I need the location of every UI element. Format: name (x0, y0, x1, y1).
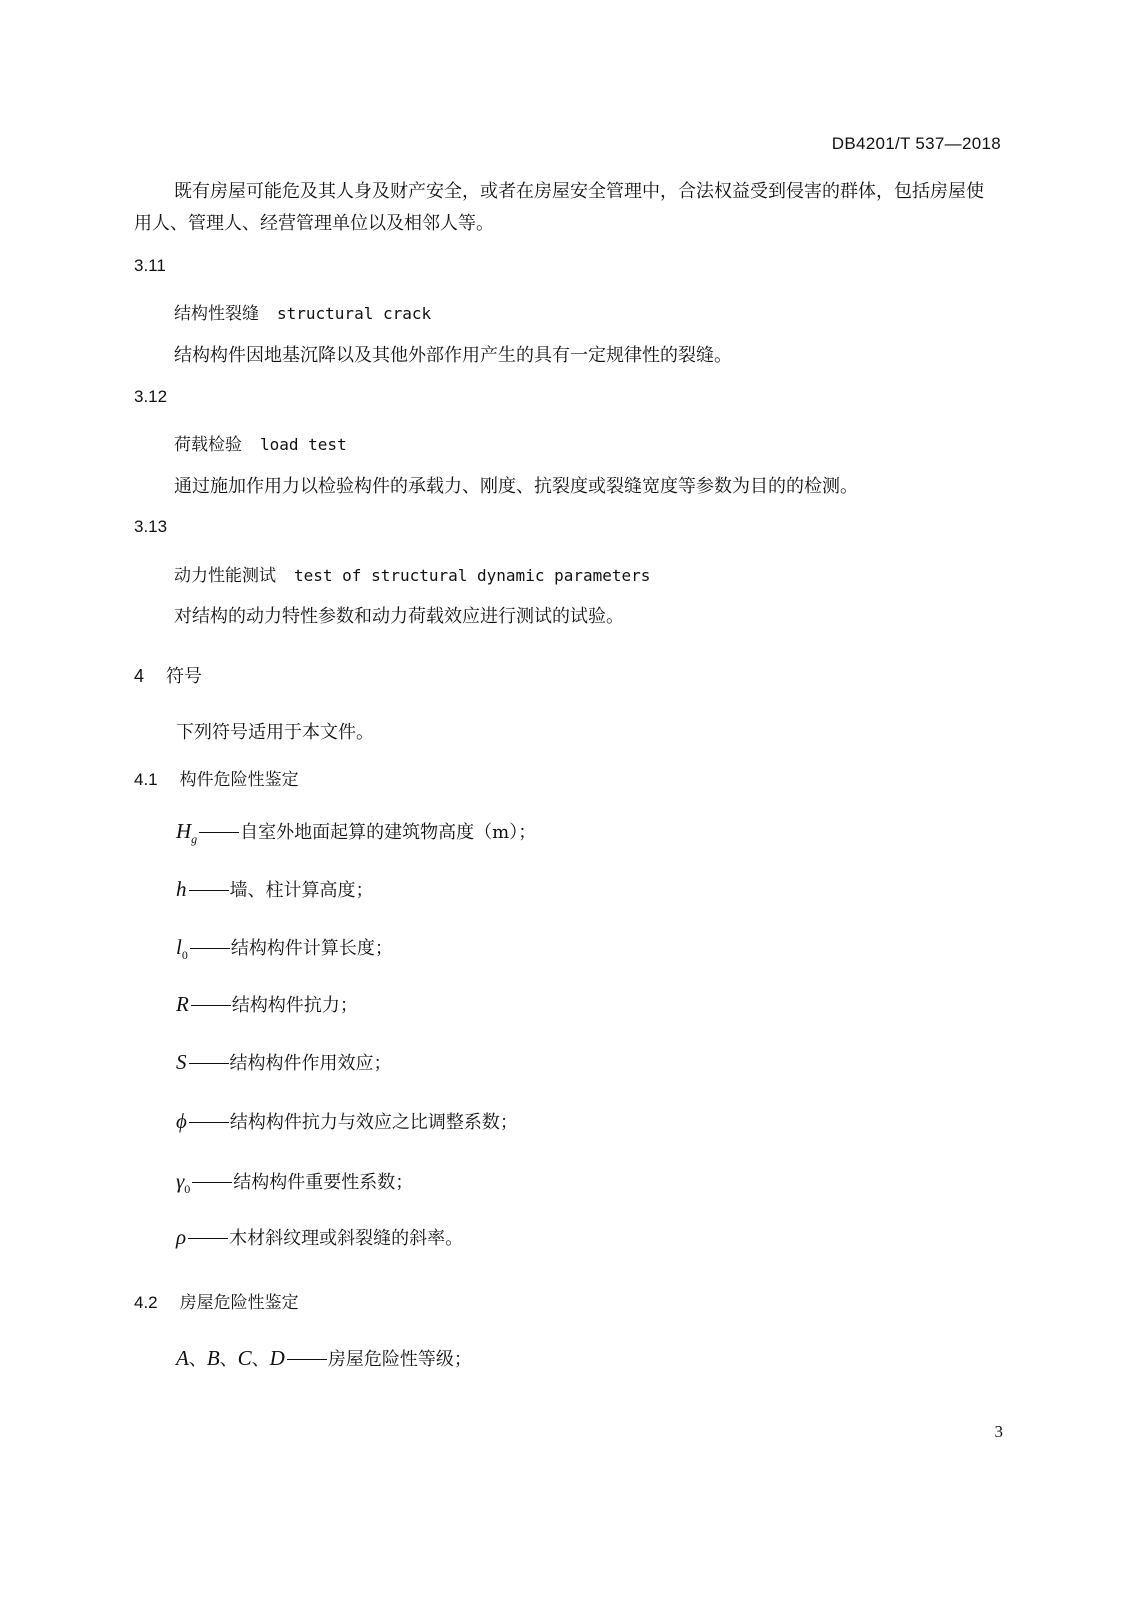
symbol: S (176, 1050, 187, 1074)
em-dash (188, 1238, 228, 1239)
symbol-entry (176, 1345, 472, 1371)
subsection-heading (134, 1288, 299, 1313)
symbol: γ (176, 1169, 185, 1193)
symbol-entry (176, 1049, 392, 1075)
symbol: C (237, 1346, 252, 1370)
separator: 、 (251, 1349, 270, 1370)
symbol-desc: 木材斜纹理或斜裂缝的斜率。 (229, 1228, 464, 1249)
section-intro: 下列符号适用于本文件。 (176, 722, 374, 743)
em-dash (199, 832, 239, 833)
symbol-entry (176, 934, 393, 963)
em-dash (191, 1005, 231, 1006)
term-number: 3.11 (134, 256, 166, 275)
symbol-entry (176, 991, 358, 1017)
symbol: D (269, 1346, 285, 1370)
term-definition: 结构构件因地基沉降以及其他外部作用产生的具有一定规律性的裂缝。 (174, 345, 732, 366)
symbol-desc: 结构构件重要性系数； (233, 1172, 414, 1193)
subsection-number: 4.1 (134, 770, 158, 789)
term-en: load test (260, 435, 347, 454)
term-en: structural crack (277, 304, 432, 323)
subsection-heading (134, 765, 299, 790)
symbol: B (206, 1346, 220, 1370)
intro-paragraph: 既有房屋可能危及其人身及财产安全，或者在房屋安全管理中，合法权益受到侵害的群体，包括房屋使用人、管理人、经营管理单位以及相邻人等。 (134, 181, 984, 234)
term-title (174, 299, 431, 324)
symbol-desc: 结构构件作用效应； (229, 1053, 392, 1074)
symbol-entry (176, 818, 536, 847)
section-title: 符号 (166, 666, 203, 686)
term-cn: 荷载检验 (174, 435, 242, 454)
symbol-desc: 自室外地面起算的建筑物高度（m）； (240, 822, 537, 843)
section-number: 4 (134, 666, 145, 686)
subsection-number: 4.2 (134, 1293, 158, 1312)
symbol-entry (176, 876, 374, 902)
symbol-entry (176, 1168, 413, 1197)
symbol: R (176, 992, 189, 1016)
symbol-entry (176, 1108, 518, 1134)
term-number: 3.13 (134, 517, 168, 536)
doc-code-header: DB4201/T 537—2018 (831, 134, 1001, 153)
symbol-subscript: 0 (181, 948, 188, 962)
symbol-desc: 结构构件抗力与效应之比调整系数； (229, 1112, 518, 1133)
symbol: H (176, 819, 192, 843)
term-cn: 结构性裂缝 (174, 304, 259, 323)
em-dash (287, 1359, 327, 1360)
subsection-title: 构件危险性鉴定 (179, 770, 299, 789)
symbol-desc: 结构构件抗力； (231, 995, 358, 1016)
symbol-desc: 墙、柱计算高度； (229, 880, 374, 901)
em-dash (189, 1063, 229, 1064)
term-title (174, 561, 650, 586)
page-number: 3 (994, 1422, 1003, 1441)
symbol-subscript: 0 (184, 1182, 191, 1196)
symbol-subscript: g (191, 832, 198, 846)
subsection-title: 房屋危险性鉴定 (179, 1293, 299, 1312)
symbol: A (176, 1346, 189, 1370)
em-dash (189, 890, 229, 891)
symbol-desc: 房屋危险性等级； (327, 1349, 472, 1370)
symbol-desc: 结构构件计算长度； (230, 938, 393, 959)
term-definition: 通过施加作用力以检验构件的承载力、刚度、抗裂度或裂缝宽度等参数为目的的检测。 (174, 476, 858, 497)
symbol: ρ (176, 1225, 187, 1249)
separator: 、 (219, 1349, 238, 1370)
symbol-entry (176, 1224, 463, 1250)
term-cn: 动力性能测试 (174, 566, 276, 585)
term-number: 3.12 (134, 387, 168, 406)
term-title (174, 430, 347, 455)
em-dash (189, 1122, 229, 1123)
em-dash (190, 948, 230, 949)
symbol: l (176, 935, 182, 959)
separator: 、 (188, 1349, 207, 1370)
term-en: test of structural dynamic parameters (294, 566, 651, 585)
term-definition: 对结构的动力特性参数和动力荷载效应进行测试的试验。 (174, 606, 624, 627)
em-dash (192, 1182, 232, 1183)
symbol: ϕ (176, 1109, 187, 1133)
symbol: h (176, 877, 187, 901)
section-heading (134, 662, 202, 688)
